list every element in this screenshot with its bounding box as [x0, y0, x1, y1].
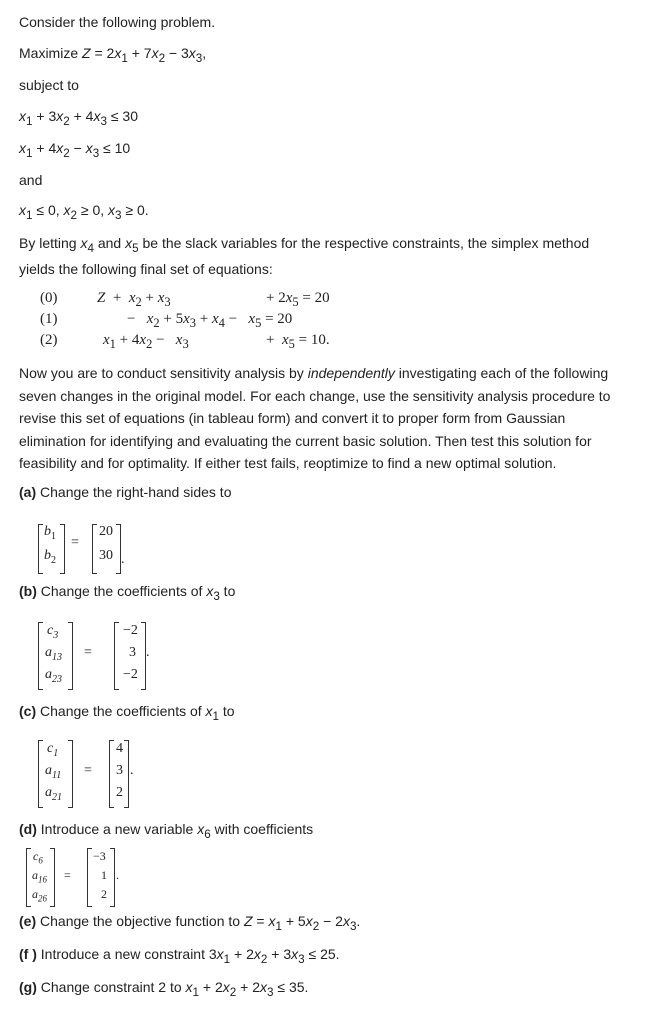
- objective-end: ,: [202, 45, 207, 61]
- nn-s3: 3: [115, 208, 122, 222]
- c1-s2: 2: [63, 114, 70, 128]
- c2-x3: x: [85, 140, 93, 156]
- period: .: [121, 552, 125, 567]
- part-e-tag: (e): [19, 913, 37, 929]
- bracket: [26, 848, 31, 907]
- period: .: [116, 868, 119, 882]
- c2-p2: −: [69, 140, 86, 156]
- subject-to-label: subject to: [19, 77, 79, 93]
- slack-t3: be the slack variables for the respective constraints, the simplex method: [138, 235, 590, 251]
- instructions-line-1: [19, 365, 608, 381]
- slack-s5: 5: [132, 241, 139, 255]
- lhs-cell: $c_6$: [33, 849, 43, 866]
- c2-p1: + 4: [32, 140, 57, 156]
- bracket: [68, 740, 73, 808]
- and-label: and: [19, 172, 43, 188]
- equation-0-body: $Z + x_2 + x_3$: [97, 290, 171, 309]
- c2-x1: x: [19, 140, 26, 156]
- slack-x5: x: [125, 235, 133, 251]
- rhs-cell: 3: [129, 645, 136, 660]
- part-f: (f ) Introduce a new constraint $3x_1 + 2x_2 + 3x_3 \le 25$.: [19, 946, 340, 966]
- c2-s1: 1: [26, 146, 33, 160]
- objective-x3: x: [188, 45, 196, 61]
- c2-s3: 3: [92, 146, 100, 160]
- period: .: [130, 763, 134, 778]
- equation-row-2: [40, 332, 58, 349]
- rhs-cell: 1: [101, 868, 107, 882]
- equation-1-body: − $x_2 + 5x_3 + x_4 - x_5 = 20$: [127, 311, 293, 330]
- instructions-line-4: elimination for identifying and evaluating the current basic solution. Then test this solution for: [19, 433, 592, 449]
- c2-rhs: ≤ 10: [99, 140, 131, 156]
- lhs-cell: $a_{16}$: [32, 868, 47, 885]
- bracket: [110, 848, 115, 907]
- bracket: [38, 740, 43, 808]
- rhs-cell: 2: [116, 785, 123, 800]
- nn-end: ≥ 0.: [121, 202, 149, 218]
- lhs-cell: $c_3$: [47, 623, 59, 641]
- bracket: [60, 524, 65, 574]
- nn-x1: x: [19, 202, 26, 218]
- objective-function: [19, 45, 206, 65]
- part-c-heading: (c) Change the coefficients of $x_1$ to: [19, 703, 235, 723]
- equation-2-body: $x_1 + 4x_2 - x_3$: [103, 332, 189, 351]
- equation-row-0: [40, 290, 58, 307]
- rhs-cell: −2: [123, 667, 138, 682]
- nn-s2: 2: [70, 208, 77, 222]
- rhs-cell: −2: [123, 623, 138, 638]
- slack-s4: 4: [87, 241, 94, 255]
- instructions-line-2: seven changes in the original model. For each change, use the sensitivity analysis procedure to: [19, 388, 611, 404]
- objective-p2: − 3: [165, 45, 189, 61]
- c2-x2: x: [56, 140, 64, 156]
- eq-label: (0): [40, 290, 58, 306]
- part-e: (e) Change the objective function to $Z = x_1 + 5x_2 - 2x_3$.: [19, 913, 361, 933]
- part-f-tag: (f ): [19, 946, 37, 962]
- instr-p2: investigating each of the following: [394, 365, 609, 381]
- objective-prefix: Maximize: [19, 45, 79, 61]
- intro-text: Consider the following problem.: [19, 14, 216, 30]
- part-a-heading: [19, 484, 231, 500]
- c1-rhs: ≤ 30: [106, 108, 138, 124]
- bracket: [109, 740, 114, 808]
- instr-emph: independently: [307, 365, 395, 381]
- c2-s2: 2: [63, 146, 70, 160]
- slack-t1: By letting: [19, 235, 81, 251]
- nn-x2: x: [63, 202, 71, 218]
- objective-p1: + 7: [127, 45, 152, 61]
- bracket: [68, 622, 73, 690]
- lhs-cell: $a_{11}$: [45, 763, 62, 781]
- lhs-cell: $a_{13}$: [45, 645, 62, 663]
- equation-row-1: [40, 311, 58, 328]
- bracket: [124, 740, 129, 808]
- objective-s3: 3: [195, 51, 203, 65]
- instructions-line-5: feasibility and for optimality. If either test fails, reoptimize to find a new optimal solution.: [19, 455, 557, 471]
- rhs-cell: −3: [93, 849, 106, 863]
- objective-x2: x: [151, 45, 159, 61]
- rhs-cell: 2: [101, 887, 107, 901]
- slack-x4: x: [80, 235, 88, 251]
- objective-z: Z: [82, 45, 91, 61]
- part-d-tag: (d): [19, 821, 37, 837]
- bracket: [87, 848, 92, 907]
- part-c-text: Change the coefficients of: [36, 703, 206, 719]
- part-c-tag: (c): [19, 703, 37, 719]
- lhs-cell: $b_1$: [44, 524, 56, 542]
- bracket: [92, 524, 97, 574]
- bracket: [38, 622, 43, 690]
- nonnegativity: [19, 202, 149, 222]
- c1-p1: + 3: [32, 108, 57, 124]
- objective-s1: 1: [121, 51, 128, 65]
- equation-2-rhs: + $x_5 = 10$.: [266, 332, 330, 351]
- instr-p1: Now you are to conduct sensitivity analysis by: [19, 365, 308, 381]
- constraint-1: [19, 108, 138, 128]
- c1-p2: + 4: [69, 108, 94, 124]
- c1-x3: x: [93, 108, 101, 124]
- lhs-cell: $a_{21}$: [45, 785, 62, 803]
- part-d-heading: (d) Introduce a new variable $x_6$ with coefficients: [19, 821, 314, 841]
- equation-0-rhs: + $2x_5 = 20$: [266, 290, 330, 309]
- objective-x1: x: [114, 45, 122, 61]
- nn-s1: 1: [26, 208, 33, 222]
- eq-label: (2): [40, 332, 58, 348]
- part-b-text: Change the coefficients of: [36, 583, 207, 599]
- equals-sign: =: [64, 868, 71, 882]
- rhs-cell: 4: [116, 741, 123, 756]
- slack-line-2: yields the following final set of equations:: [19, 261, 273, 277]
- part-a-text: Change the right-hand sides to: [36, 484, 232, 500]
- lhs-cell: $a_{23}$: [45, 667, 62, 685]
- part-b-heading: (b) Change the coefficients of $x_3$ to: [19, 583, 236, 603]
- objective-eq: = 2: [90, 45, 115, 61]
- part-g-tag: (g): [19, 979, 37, 995]
- c1-s3: 3: [100, 114, 107, 128]
- part-d-text: Introduce a new variable: [36, 821, 198, 837]
- bracket: [50, 848, 55, 907]
- part-b-tag: (b): [19, 583, 37, 599]
- c1-s1: 1: [26, 114, 33, 128]
- c1-x2: x: [56, 108, 64, 124]
- rhs-cell: 3: [116, 763, 123, 778]
- part-g: (g) Change constraint 2 to $x_1 + 2x_2 + 2x_3 \le 35$.: [19, 979, 309, 999]
- period: .: [146, 645, 150, 660]
- slack-t2: and: [93, 235, 126, 251]
- lhs-cell: $b_2$: [44, 548, 56, 566]
- equals-sign: =: [84, 763, 92, 778]
- equals-sign: =: [71, 535, 79, 550]
- constraint-2: [19, 140, 130, 160]
- slack-line-1: [19, 235, 589, 255]
- c1-x1: x: [19, 108, 26, 124]
- bracket: [114, 622, 119, 690]
- rhs-cell: 30: [99, 548, 113, 563]
- part-a-tag: (a): [19, 484, 37, 500]
- bracket: [38, 524, 43, 574]
- nn-p1: ≤ 0,: [32, 202, 64, 218]
- rhs-cell: 20: [99, 524, 113, 539]
- lhs-cell: $c_1$: [47, 741, 59, 759]
- lhs-cell: $a_{26}$: [32, 887, 47, 904]
- instructions-line-3: revise this set of equations (in tableau form) and convert it to proper form from Gaussian: [19, 410, 566, 426]
- nn-x3: x: [108, 202, 116, 218]
- nn-p2: ≥ 0,: [77, 202, 109, 218]
- eq-label: (1): [40, 311, 58, 327]
- objective-s2: 2: [158, 51, 166, 65]
- equals-sign: =: [84, 645, 92, 660]
